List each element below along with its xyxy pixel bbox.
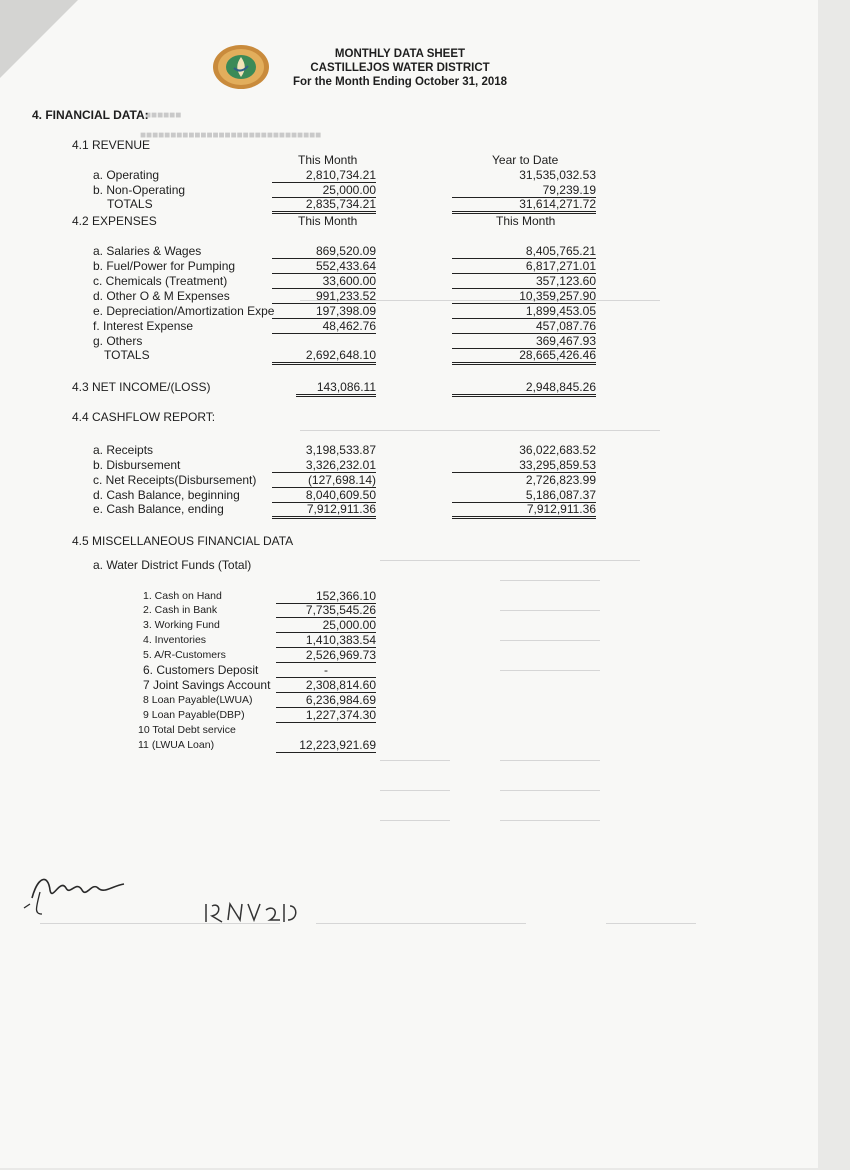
expense-row-label: b. Fuel/Power for Pumping <box>93 259 236 273</box>
fund-label: 3. Working Fund <box>143 619 220 631</box>
expense-row-month: 869,520.09 <box>272 244 376 259</box>
cashflow-row-ytd: 33,295,859.53 <box>452 458 596 473</box>
expense-row-label: c. Chemicals (Treatment) <box>93 274 228 288</box>
fund-label: 1. Cash on Hand <box>143 590 222 602</box>
expenses-col-this-month: This Month <box>298 214 358 228</box>
revenue-operating-label: a. Operating <box>93 168 160 182</box>
revenue-operating-month: 2,810,734.21 <box>272 168 376 183</box>
cashflow-row-month: 3,326,232.01 <box>272 458 376 473</box>
cashflow-row-label: a. Receipts <box>93 443 154 457</box>
fund-value: 6,236,984.69 <box>276 693 376 708</box>
revenue-heading: 4.1 REVENUE <box>72 138 151 152</box>
expense-row-ytd: 6,817,271.01 <box>452 259 596 274</box>
fund-value: 25,000.00 <box>276 618 376 633</box>
fund-label: 5. A/R-Customers <box>143 649 226 661</box>
expenses-col-ytd: This Month <box>496 214 556 228</box>
col-header-this-month: This Month <box>298 153 358 167</box>
fund-label: 4. Inventories <box>143 634 207 646</box>
fund-value: - <box>276 663 376 678</box>
revenue-totals-month: 2,835,734.21 <box>272 197 376 214</box>
fund-value: 1,410,383.54 <box>276 633 376 648</box>
col-header-year-to-date: Year to Date <box>492 153 559 167</box>
cashflow-row-label: d. Cash Balance, beginning <box>93 488 240 502</box>
expense-row-ytd: 369,467.93 <box>452 334 596 349</box>
expense-row-label: d. Other O & M Expenses <box>93 289 230 303</box>
revenue-totals-ytd: 31,614,271.72 <box>452 197 596 214</box>
fund-label: 7 Joint Savings Account <box>143 678 271 692</box>
cashflow-row-ytd: 36,022,683.52 <box>519 443 596 457</box>
district-name: CASTILLEJOS WATER DISTRICT <box>310 62 490 74</box>
net-income-label: 4.3 NET INCOME/(LOSS) <box>72 380 211 394</box>
fund-value: 1,227,374.30 <box>276 708 376 723</box>
expense-row-month: 991,233.52 <box>272 289 376 304</box>
expense-row-label: g. Others <box>93 334 143 348</box>
financial-data-heading: 4. FINANCIAL DATA: <box>32 108 149 122</box>
revenue-nonoperating-label: b. Non-Operating <box>93 183 186 197</box>
expense-row-ytd: 10,359,257.90 <box>452 289 596 304</box>
folded-corner <box>0 0 78 78</box>
fund-value: 2,308,814.60 <box>276 678 376 693</box>
fund-value: 7,735,545.26 <box>276 603 376 618</box>
expense-row-ytd: 357,123.60 <box>452 274 596 289</box>
report-period: For the Month Ending October 31, 2018 <box>292 76 508 88</box>
cashflow-row-month: 7,912,911.36 <box>272 502 376 519</box>
cashflow-row-month: 3,198,533.87 <box>305 443 376 457</box>
cashflow-row-month: 8,040,609.50 <box>272 488 376 503</box>
expenses-totals-label: TOTALS <box>104 348 150 362</box>
expense-row-ytd: 8,405,765.21 <box>452 244 596 259</box>
revenue-nonoperating-month: 25,000.00 <box>272 183 376 198</box>
misc-heading: 4.5 MISCELLANEOUS FINANCIAL DATA <box>72 534 294 548</box>
cashflow-row-label: e. Cash Balance, ending <box>93 502 224 516</box>
fund-label: 6. Customers Deposit <box>143 663 259 677</box>
expenses-totals-month: 2,692,648.10 <box>272 348 376 365</box>
cashflow-row-label: b. Disbursement <box>93 458 181 472</box>
sheet-title: MONTHLY DATA SHEET <box>334 48 466 60</box>
fund-label: 10 Total Debt service <box>138 724 236 736</box>
fund-value: 152,366.10 <box>276 589 376 604</box>
net-income-month: 143,086.11 <box>296 380 376 397</box>
fund-label: 8 Loan Payable(LWUA) <box>143 694 253 706</box>
cashflow-row-ytd: 7,912,911.36 <box>452 502 596 519</box>
revenue-totals-label: TOTALS <box>107 197 153 211</box>
revenue-operating-ytd: 31,535,032.53 <box>519 168 596 182</box>
expense-row-label: f. Interest Expense <box>93 319 194 333</box>
fund-value: 12,223,921.69 <box>276 738 376 753</box>
expense-row-label: a. Salaries & Wages <box>93 244 202 258</box>
expense-row-month: 48,462.76 <box>272 319 376 334</box>
fund-label: 2. Cash in Bank <box>143 604 218 616</box>
cashflow-heading: 4.4 CASHFLOW REPORT: <box>72 410 216 424</box>
cashflow-row-ytd: 5,186,087.37 <box>452 488 596 503</box>
cashflow-row-ytd: 2,726,823.99 <box>525 473 596 487</box>
net-income-ytd: 2,948,845.26 <box>452 380 596 397</box>
fund-value: 2,526,969.73 <box>276 648 376 663</box>
misc-subtitle: a. Water District Funds (Total) <box>93 558 252 572</box>
cashflow-row-label: c. Net Receipts(Disbursement) <box>93 473 257 487</box>
expense-row-ytd: 457,087.76 <box>452 319 596 334</box>
revenue-nonoperating-ytd: 79,239.19 <box>452 183 596 198</box>
expense-row-label: e. Depreciation/Amortization Expe <box>93 304 275 318</box>
expense-row-month: 197,398.09 <box>272 304 376 319</box>
expenses-heading: 4.2 EXPENSES <box>72 214 157 228</box>
expense-row-month: 552,433.64 <box>272 259 376 274</box>
expenses-totals-ytd: 28,665,426.46 <box>452 348 596 365</box>
fund-label: 11 (LWUA Loan) <box>138 739 215 751</box>
expense-row-month: 33,600.00 <box>272 274 376 289</box>
fund-label: 9 Loan Payable(DBP) <box>143 709 245 721</box>
cashflow-row-month: (127,698.14) <box>272 473 376 488</box>
handwritten-date <box>200 896 310 930</box>
expense-row-ytd: 1,899,453.05 <box>452 304 596 319</box>
signature-icon <box>20 868 140 918</box>
